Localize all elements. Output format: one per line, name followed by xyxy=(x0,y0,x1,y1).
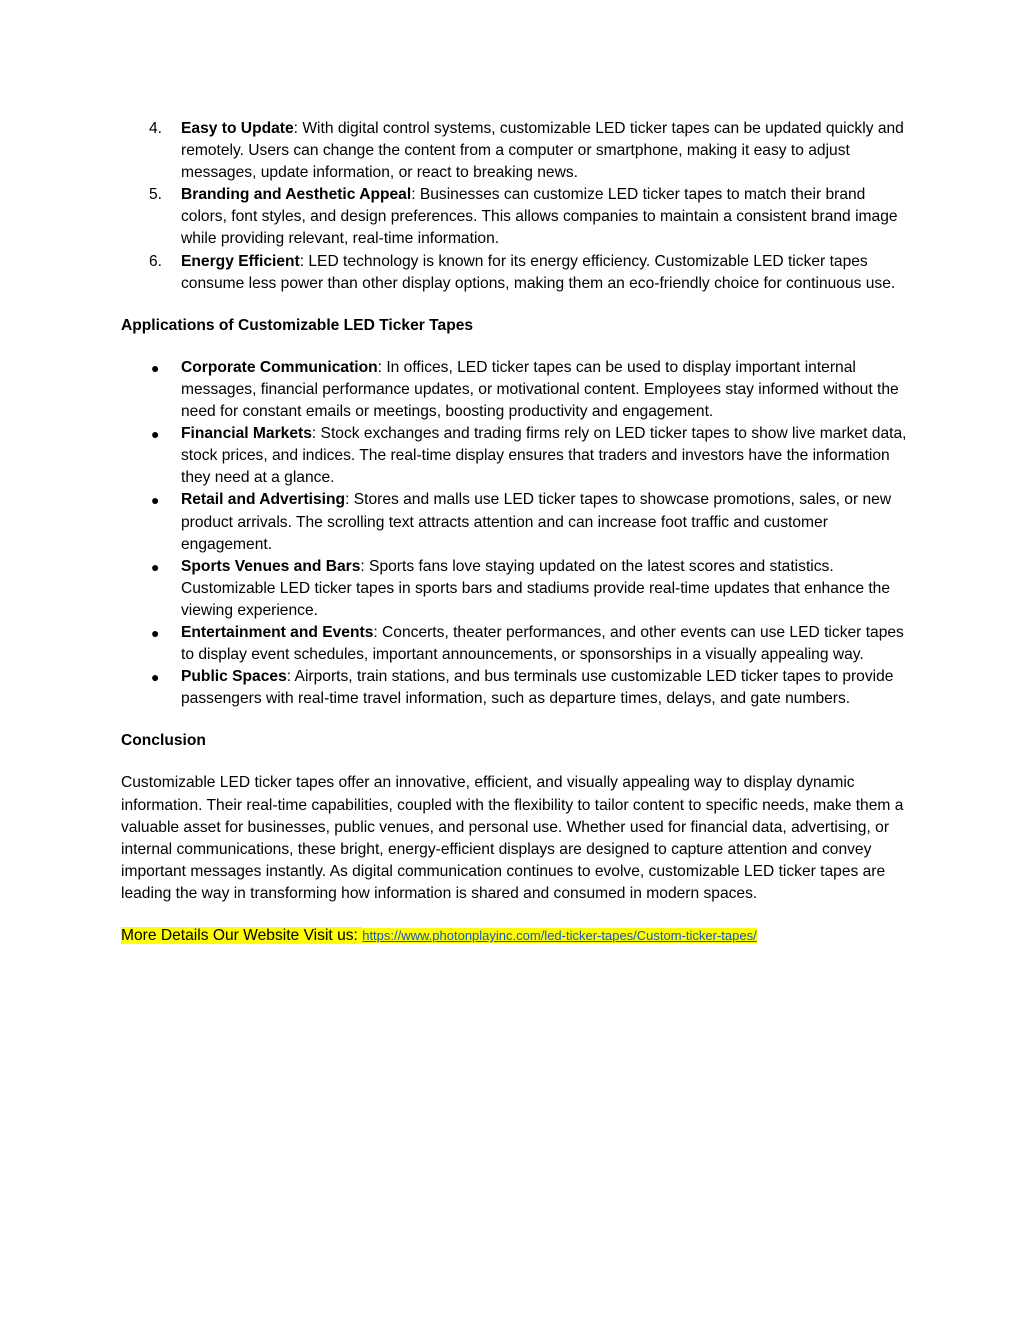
list-item xyxy=(121,357,911,423)
list-number: 5. xyxy=(149,186,163,204)
website-link[interactable]: https://www.photonplayinc.com/led-ticker-tapes/Custom-ticker-tapes/ xyxy=(362,928,757,943)
item-text: : Concerts, theater performances, and other events can use LED ticker tapes to display event schedules, important announcements, or sponsorships in a visually appealing way. xyxy=(181,623,904,664)
item-title: Financial Markets xyxy=(181,425,312,443)
highlighted-prefix: More Details Our Website Visit us: xyxy=(121,927,363,944)
document-body xyxy=(121,118,911,947)
bullet-icon: ● xyxy=(151,669,160,686)
item-title: Corporate Communication xyxy=(181,358,378,376)
item-title: Easy to Update xyxy=(181,120,294,137)
list-item xyxy=(121,622,911,666)
applications-list xyxy=(121,357,911,711)
item-title: Energy Efficient xyxy=(181,252,300,270)
bullet-icon: ● xyxy=(151,426,160,443)
numbered-list-item xyxy=(121,184,911,250)
item-title: Retail and Advertising xyxy=(181,491,346,509)
list-item xyxy=(121,423,911,489)
item-text: : Businesses can customize LED ticker tapes to match their brand colors, font styles, and design preferences. This allows companies to maintain a consistent brand image while providing relevant, real-time information. xyxy=(181,186,898,248)
numbered-list-item xyxy=(121,251,911,295)
item-title: Public Spaces xyxy=(181,668,287,686)
conclusion-heading: Conclusion xyxy=(121,732,206,750)
list-number: 4. xyxy=(149,120,163,137)
list-item xyxy=(121,489,911,555)
bullet-icon: ● xyxy=(151,359,160,376)
item-text: : With digital control systems, customizable LED ticker tapes can be updated quickly and remotely. Users can change the content from a computer or smartphone, making it easy to adjust messages, update information, or react to breaking news. xyxy=(181,120,904,182)
item-text: : Airports, train stations, and bus terminals use customizable LED ticker tapes to provide passengers with real-time travel information, such as departure times, delays, and gate numbers. xyxy=(181,668,894,708)
item-text: : Stock exchanges and trading firms rely on LED ticker tapes to show live market data, stock prices, and indices. The real-time display ensures that traders and investors have the information they need at a glance. xyxy=(181,425,907,487)
bullet-icon: ● xyxy=(151,492,160,509)
applications-heading: Applications of Customizable LED Ticker Tapes xyxy=(121,316,474,334)
item-title: Branding and Aesthetic Appeal xyxy=(181,186,412,204)
list-item xyxy=(121,666,911,710)
numbered-list-item xyxy=(121,118,911,184)
item-text: : Stores and malls use LED ticker tapes to showcase promotions, sales, or new product arrivals. The scrolling text attracts attention and can increase foot traffic and customer engagement. xyxy=(181,491,892,553)
item-text: : LED technology is known for its energy efficiency. Customizable LED ticker tapes consume less power than other display options, making them an eco-friendly choice for continuous use. xyxy=(181,252,896,292)
item-title: Entertainment and Events xyxy=(181,623,374,641)
bullet-icon: ● xyxy=(151,624,160,641)
numbered-list xyxy=(121,118,911,295)
list-number: 6. xyxy=(149,252,163,270)
list-item xyxy=(121,556,911,622)
item-title: Sports Venues and Bars xyxy=(181,557,361,575)
item-text: : Sports fans love staying updated on the latest scores and statistics. Customizable LED ticker tapes in sports bars and stadiums provide real-time updates that enhance the viewing experience. xyxy=(181,557,891,619)
item-text: : In offices, LED ticker tapes can be used to display important internal messages, financial performance updates, or motivational content. Employees stay informed without the need for constant emails or meetings, boosting productivity and engagement. xyxy=(181,358,899,421)
website-line xyxy=(121,925,911,947)
bullet-icon: ● xyxy=(151,558,160,575)
conclusion-paragraph: Customizable LED ticker tapes offer an innovative, efficient, and visually appealing way to display dynamic information. Their real-time capabilities, coupled with the flexibility to tailor content to specific needs, make them a valuable asset for businesses, public venues, and personal use. Whether used for financial data, advertising, or internal communications, these bright, energy-efficient displays are designed to capture attention and convey important messages instantly. As digital communication continues to evolve, customizable LED ticker tapes are leading the way in transforming how information is shared and consumed in modern spaces. xyxy=(121,774,904,902)
